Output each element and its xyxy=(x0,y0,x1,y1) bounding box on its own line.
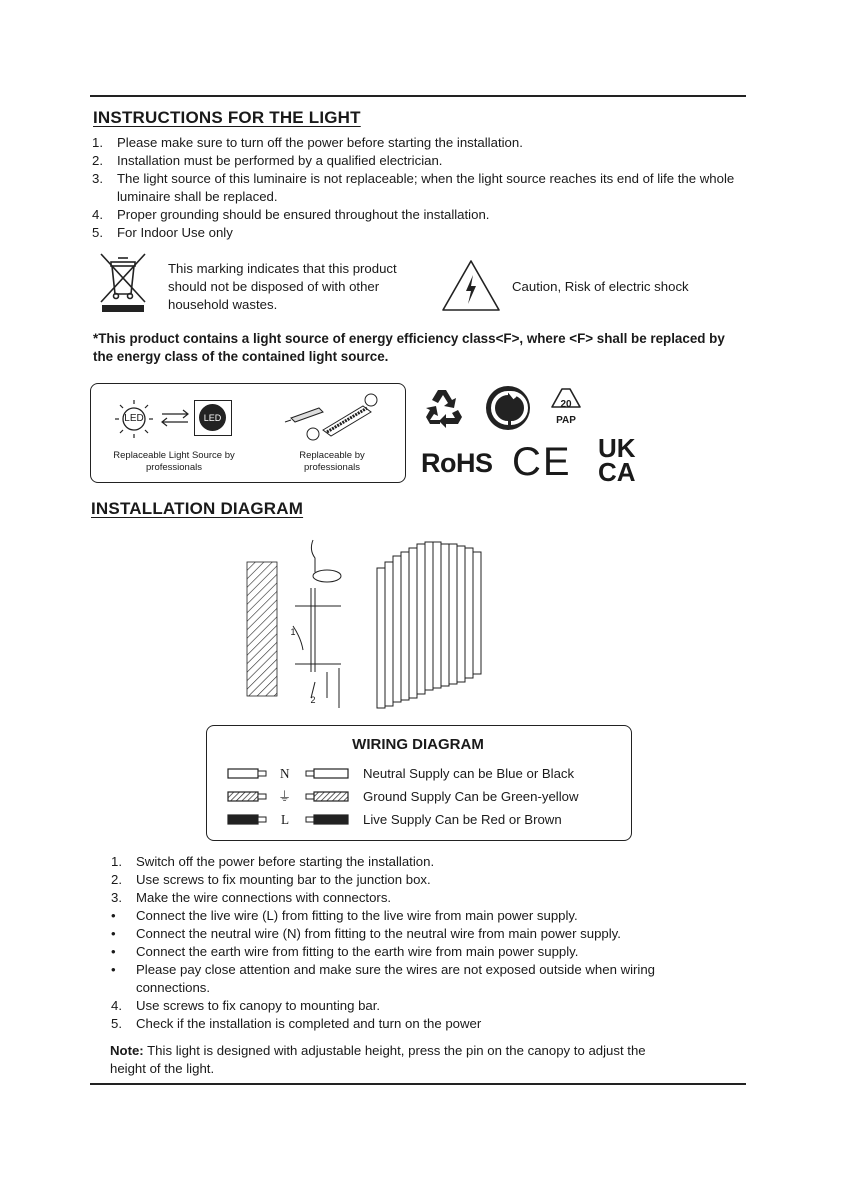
instructions-list xyxy=(85,134,740,242)
wire-row-ground xyxy=(226,788,366,806)
list-item xyxy=(104,925,724,943)
list-text: Check if the installation is completed and turn on the power xyxy=(136,1016,482,1031)
wiring-title: WIRING DIAGRAM xyxy=(352,736,484,753)
recycling-code-number: 20 xyxy=(560,399,572,410)
green-dot-icon xyxy=(485,385,531,431)
list-item xyxy=(104,907,724,925)
list-bullet: • xyxy=(111,962,116,977)
wire-label-neutral: Neutral Supply can be Blue or Black xyxy=(363,766,575,781)
list-text: Use screws to fix canopy to mounting bar. xyxy=(136,998,381,1013)
list-number: 3. xyxy=(92,171,103,186)
wire-code-ground-icon: ⏚ xyxy=(278,789,292,804)
list-number: 5. xyxy=(92,225,103,240)
recycling-code-sub: PAP xyxy=(556,415,576,426)
list-number: 2. xyxy=(111,872,122,887)
note-label: Note: xyxy=(110,1043,144,1058)
note-paragraph xyxy=(110,1042,670,1078)
list-text: Please make sure to turn off the power before starting the installation. xyxy=(117,135,523,150)
swap-arrows-icon xyxy=(160,408,190,428)
driver-cable-icon xyxy=(283,390,383,446)
caution-text: Caution, Risk of electric shock xyxy=(512,279,689,294)
list-item xyxy=(104,961,724,997)
list-item xyxy=(104,997,724,1015)
installation-steps xyxy=(104,853,724,1033)
callout-1: 1 xyxy=(290,627,296,637)
list-text: Connect the live wire (L) from fitting to the live wire from main power supply. xyxy=(136,908,578,923)
wire-row-neutral xyxy=(226,765,366,783)
replaceable-source-caption: Replaceable Light Source by professionals xyxy=(113,450,235,473)
top-rule xyxy=(90,95,746,97)
list-item xyxy=(85,152,740,170)
weee-text: This marking indicates that this product should not be disposed of with other household wastes. xyxy=(168,261,397,312)
note-text: This light is designed with adjustable height, press the pin on the canopy to adjust the height of the light. xyxy=(110,1043,646,1076)
instructions-title: INSTRUCTIONS FOR THE LIGHT xyxy=(93,108,361,127)
list-number: 1. xyxy=(111,854,122,869)
wire-row-live xyxy=(226,811,366,829)
list-number: 5. xyxy=(111,1016,122,1031)
electric-shock-warning-icon xyxy=(440,258,502,314)
list-item xyxy=(85,134,740,152)
wire-code-l: L xyxy=(281,812,290,827)
energy-note: *This product contains a light source of energy efficiency class<F>, where <F> shall be replaced by the energy class of the contained light source. xyxy=(93,331,725,364)
wire-label-live: Live Supply Can be Red or Brown xyxy=(363,812,562,827)
list-item xyxy=(104,853,724,871)
list-bullet: • xyxy=(111,908,116,923)
list-text: Proper grounding should be ensured throughout the installation. xyxy=(117,207,490,222)
list-number: 3. xyxy=(111,890,122,905)
list-number: 4. xyxy=(111,998,122,1013)
led-label-2: LED xyxy=(203,413,222,423)
callout-2: 2 xyxy=(310,695,316,705)
list-text: Please pay close attention and make sure the wires are not exposed outside when wiring connections. xyxy=(136,962,656,995)
ce-mark: CE xyxy=(512,440,572,484)
list-number: 1. xyxy=(92,135,103,150)
ukca-mark-top: UK xyxy=(598,433,636,463)
led-label: LED xyxy=(124,413,144,424)
installation-title: INSTALLATION DIAGRAM xyxy=(91,499,304,518)
list-item xyxy=(104,871,724,889)
list-item xyxy=(85,206,740,224)
list-number: 4. xyxy=(92,207,103,222)
list-item xyxy=(104,889,724,907)
list-text: Make the wire connections with connectors. xyxy=(136,890,392,905)
list-text: Connect the earth wire from fitting to the earth wire from main power supply. xyxy=(136,944,579,959)
rohs-mark: RoHS xyxy=(421,448,493,478)
list-text: Switch off the power before starting the installation. xyxy=(136,854,435,869)
list-item xyxy=(104,1015,724,1033)
bottom-rule xyxy=(90,1083,746,1085)
list-text: Use screws to fix mounting bar to the junction box. xyxy=(136,872,431,887)
weee-bin-icon xyxy=(98,252,148,314)
list-text: Installation must be performed by a qualified electrician. xyxy=(117,153,443,168)
list-text: Connect the neutral wire (N) from fitting to the neutral wire from main power supply. xyxy=(136,926,621,941)
list-item xyxy=(85,170,740,206)
wire-code-n: N xyxy=(280,766,290,781)
list-number: 2. xyxy=(92,153,103,168)
replaceable-by-caption: Replaceable by professionals xyxy=(299,450,365,473)
list-bullet: • xyxy=(111,944,116,959)
list-bullet: • xyxy=(111,926,116,941)
ukca-mark-bottom: CA xyxy=(598,457,636,487)
installation-drawing xyxy=(245,538,485,714)
list-item xyxy=(104,943,724,961)
list-item xyxy=(85,224,740,242)
recycle-icon xyxy=(422,386,466,428)
list-text: For Indoor Use only xyxy=(117,225,233,240)
list-text: The light source of this luminaire is not replaceable; when the light source reaches its end of life the whole luminaire shall be replaced. xyxy=(117,171,735,204)
wire-label-ground: Ground Supply Can be Green-yellow xyxy=(363,789,579,804)
